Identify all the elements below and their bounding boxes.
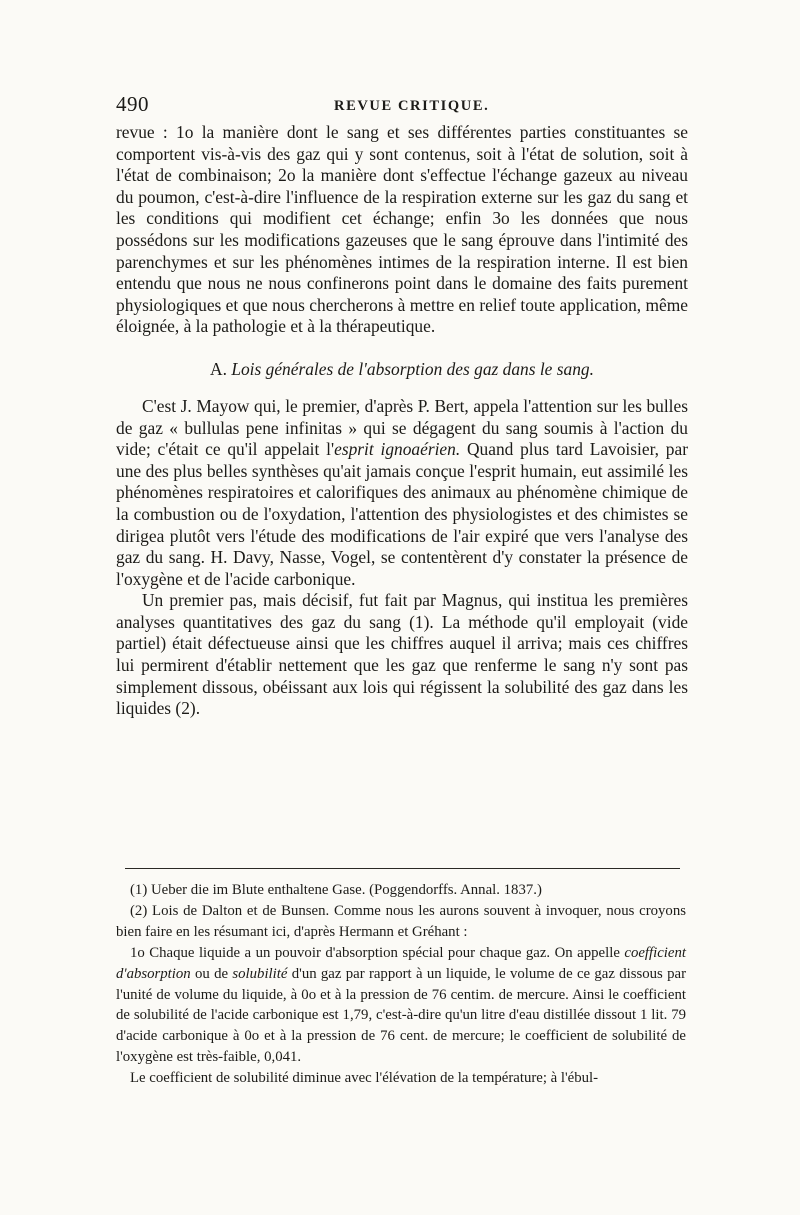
footnote-text: d'un gaz par rapport à un liquide, le volume de ce gaz dissous par l'unité de volume du liquide, à 0o et à la pression de 76 centim. de mercure. Ainsi le coefficient de solubilité de l'acide carbonique est 1,79, c'est-à-dire qu'un litre d'eau distillée dissout 1 lit. 79 d'acide carbonique à 0o et à la pression de 76 cent. de mercure; le coefficient de solubilité de l'oxygène est très-faible, 0,041. — [116, 965, 686, 1066]
footnotes — [116, 880, 686, 1089]
paragraph: revue : 1o la manière dont le sang et ses différentes parties constituantes se comportent vis-à-vis des gaz qui y sont contenus, soit à l'état de solution, soit à l'état de combinaison; 2o la manière dont s'effectue l'échange gazeux au niveau du poumon, c'est-à-dire l'influence de la respiration externe sur les gaz du sang et les conditions qui modifient cet échange; enfin 3o les données que nous possédons sur les modifications gazeuses que le sang éprouve dans l'intimité des parenchymes et sur les phénomènes intimes de la respiration interne. Il est bien entendu que nous ne nous confinerons point dans le domaine des faits purement physiologiques et que nous chercherons à mettre en relief toute application, même éloignée, à la pathologie et à la thérapeutique. — [116, 122, 688, 337]
page-body — [116, 92, 688, 720]
emphasis-text: solubilité — [232, 965, 288, 982]
running-head: REVUE CRITIQUE. — [334, 98, 490, 114]
footnote: (2) Lois de Dalton et de Bunsen. Comme nous les aurons souvent à invoquer, nous croyons bien faire en les résumant ici, d'après Hermann et Gréhant : — [116, 902, 686, 940]
page-number: 490 — [116, 92, 149, 116]
section-title: Lois générales de l'absorption des gaz dans le sang. — [231, 358, 594, 379]
paragraph — [116, 396, 688, 590]
emphasis-text: esprit ignoaérien. — [334, 439, 461, 460]
footnote-text: ou de — [190, 965, 233, 982]
footnote-text: 1o Chaque liquide a un pouvoir d'absorption spécial pour chaque gaz. On appelle — [130, 944, 625, 961]
page-header — [116, 92, 688, 122]
footnote: (1) Ueber die im Blute enthaltene Gase. (Poggendorffs. Annal. 1837.) — [130, 882, 542, 898]
paragraph-text: C'est J. Mayow qui, le premier, d'après P. Bert, appela l'attention sur les bulles de gaz « bullulas pene infinitas » qui se dégagent du sang soumis à l'action du vide; c'était ce qu'il appelait l' — [116, 395, 688, 460]
emphasis-text: coefficient d'absorption — [116, 944, 686, 982]
footnote: Le coefficient de solubilité diminue avec l'élévation de la température; à l'ébul- — [130, 1070, 599, 1087]
paragraph: Un premier pas, mais décisif, fut fait par Magnus, qui institua les premières analyses quantitatives des gaz du sang (1). La méthode qu'il employait (vide partiel) était défectueuse ainsi que les chiffres auquel il arriva; mais ces chiffres lui permirent d'établir nettement que les gaz que renferme le sang n'y sont pas simplement dissous, obéissant aux lois qui régissent la solubilité des gaz dans les liquides (2). — [116, 590, 688, 719]
footnote-rule — [125, 868, 680, 869]
paragraph-text: Quand plus tard Lavoisier, par une des plus belles synthèses qu'ait jamais conçue l'esprit humain, eut assimilé les phénomènes respiratoires et calorifiques des animaux au phénomène chimique de la combustion ou de l'oxydation, l'attention des physiologistes et des chimistes se dirigea plutôt vers l'étude des modifications de l'air expiré que vers l'analyse des gaz du sang. H. Davy, Nasse, Vogel, se contentèrent d'y constater la présence de l'oxygène et de l'acide carbonique. — [116, 439, 688, 589]
main-text — [116, 122, 688, 720]
section-letter: A. — [210, 358, 227, 379]
section-heading — [116, 358, 688, 380]
footnote — [116, 943, 686, 1068]
